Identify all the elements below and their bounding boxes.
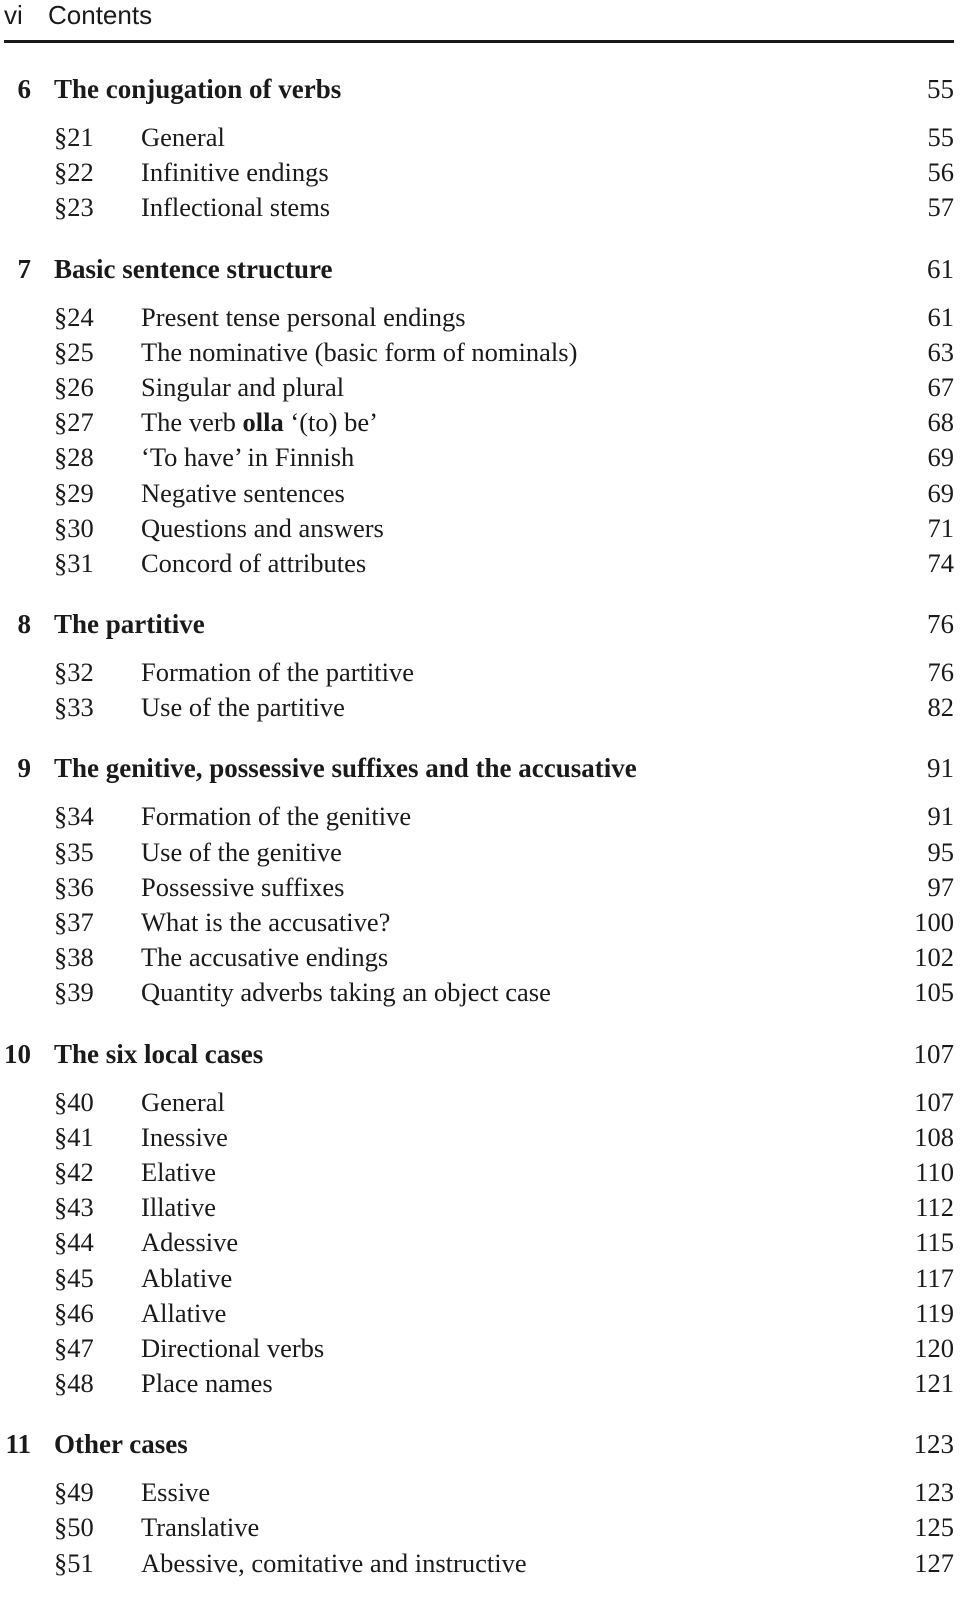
toc-entry[interactable] bbox=[0, 122, 954, 157]
section-page-number: 112 bbox=[915, 1192, 954, 1223]
toc-entry[interactable] bbox=[0, 478, 954, 513]
section-list bbox=[0, 110, 954, 250]
section-title: The nominative (basic form of nominals) bbox=[141, 336, 578, 367]
section-number: §25 bbox=[54, 336, 94, 367]
section-title: Adessive bbox=[141, 1227, 239, 1258]
section-title: Elative bbox=[141, 1156, 217, 1187]
section-number: §44 bbox=[54, 1227, 94, 1258]
section-number: §37 bbox=[54, 907, 94, 937]
section-number: §39 bbox=[54, 977, 94, 1008]
section-page-number: 67 bbox=[927, 371, 954, 402]
toc-chapter bbox=[0, 250, 954, 606]
section-number: §24 bbox=[54, 301, 94, 332]
section-page-number: 97 bbox=[927, 871, 954, 902]
section-list bbox=[0, 290, 954, 606]
section-title: Essive bbox=[141, 1477, 211, 1508]
toc-entry[interactable] bbox=[0, 337, 954, 372]
section-title: Use of the partitive bbox=[141, 692, 345, 723]
chapter-page-number: 55 bbox=[927, 74, 954, 104]
section-title: Negative sentences bbox=[141, 477, 345, 508]
section-number: §22 bbox=[54, 157, 94, 188]
chapter-number: 6 bbox=[17, 74, 31, 104]
toc-chapter bbox=[0, 1035, 954, 1426]
toc-entry[interactable] bbox=[0, 157, 954, 192]
section-number: §51 bbox=[54, 1547, 94, 1578]
toc-entry[interactable] bbox=[0, 801, 954, 836]
section-title: Quantity adverbs taking an object case bbox=[141, 977, 551, 1008]
toc-chapter bbox=[0, 749, 954, 1034]
chapter-page-number: 123 bbox=[913, 1429, 954, 1460]
section-number: §41 bbox=[54, 1121, 94, 1152]
section-page-number: 123 bbox=[914, 1477, 954, 1508]
section-page-number: 117 bbox=[915, 1262, 954, 1293]
section-page-number: 110 bbox=[915, 1156, 954, 1187]
toc-entry[interactable] bbox=[0, 1512, 954, 1547]
section-page-number: 107 bbox=[914, 1086, 954, 1117]
section-number: §30 bbox=[54, 512, 94, 543]
chapter-title: The conjugation of verbs bbox=[54, 74, 342, 104]
chapter-title: Basic sentence structure bbox=[54, 253, 333, 284]
toc-entry[interactable] bbox=[0, 1477, 954, 1512]
section-number: §32 bbox=[54, 657, 94, 688]
chapter-number: 11 bbox=[5, 1429, 31, 1460]
section-number: §29 bbox=[54, 477, 94, 508]
section-page-number: 55 bbox=[927, 122, 954, 152]
section-number: §27 bbox=[54, 407, 94, 438]
table-of-contents bbox=[0, 70, 954, 1605]
section-number: §40 bbox=[54, 1086, 94, 1117]
section-number: §46 bbox=[54, 1297, 94, 1328]
chapter-title: The six local cases bbox=[54, 1038, 264, 1069]
toc-entry[interactable] bbox=[0, 872, 954, 907]
chapter-number: 9 bbox=[17, 753, 31, 784]
running-head bbox=[4, 0, 954, 43]
section-title: Inessive bbox=[141, 1121, 228, 1152]
section-list bbox=[0, 645, 954, 749]
toc-entry[interactable] bbox=[0, 1298, 954, 1333]
section-page-number: 69 bbox=[927, 442, 954, 473]
section-title: Singular and plural bbox=[141, 371, 345, 402]
chapter-heading[interactable] bbox=[0, 1035, 954, 1075]
section-title: Ablative bbox=[141, 1262, 233, 1293]
section-title: Translative bbox=[141, 1512, 260, 1543]
toc-entry[interactable] bbox=[0, 548, 954, 583]
section-title: Allative bbox=[141, 1297, 227, 1328]
section-list bbox=[0, 1075, 954, 1426]
section-page-number: 61 bbox=[927, 301, 954, 332]
section-title: Illative bbox=[141, 1192, 217, 1223]
section-title: Use of the genitive bbox=[141, 836, 342, 867]
toc-entry[interactable] bbox=[0, 942, 954, 977]
section-number: §26 bbox=[54, 371, 94, 402]
toc-entry[interactable] bbox=[0, 1548, 954, 1583]
section-page-number: 95 bbox=[927, 836, 954, 867]
section-number: §42 bbox=[54, 1156, 94, 1187]
chapter-heading[interactable] bbox=[0, 749, 954, 789]
toc-entry[interactable] bbox=[0, 192, 954, 227]
section-title: Concord of attributes bbox=[141, 547, 367, 578]
section-title: The accusative endings bbox=[141, 942, 389, 973]
section-title-keyword: olla bbox=[242, 407, 284, 438]
chapter-page-number: 61 bbox=[927, 253, 954, 284]
section-title-part: The verb bbox=[141, 407, 243, 438]
section-page-number: 68 bbox=[927, 407, 954, 438]
section-number: §47 bbox=[54, 1332, 94, 1363]
section-number: §23 bbox=[54, 192, 94, 223]
section-number: §45 bbox=[54, 1262, 94, 1293]
toc-entry[interactable] bbox=[0, 372, 954, 407]
toc-entry[interactable] bbox=[0, 1192, 954, 1227]
section-title: Present tense personal endings bbox=[141, 301, 466, 332]
section-number: §35 bbox=[54, 836, 94, 867]
section-page-number: 91 bbox=[927, 801, 954, 832]
section-page-number: 82 bbox=[927, 692, 954, 723]
section-number: §36 bbox=[54, 871, 94, 902]
toc-entry[interactable] bbox=[0, 837, 954, 872]
toc-entry[interactable] bbox=[0, 442, 954, 477]
section-number: §33 bbox=[54, 692, 94, 723]
section-title: Inflectional stems bbox=[141, 192, 331, 223]
section-title-part: ‘(to) be’ bbox=[283, 407, 378, 438]
section-title: Directional verbs bbox=[141, 1332, 325, 1363]
toc-entry[interactable] bbox=[0, 1122, 954, 1157]
section-title: Questions and answers bbox=[141, 512, 384, 543]
toc-entry[interactable] bbox=[0, 977, 954, 1012]
section-page-number: 74 bbox=[927, 547, 954, 578]
section-page-number: 105 bbox=[914, 977, 954, 1008]
chapter-page-number: 91 bbox=[927, 753, 954, 784]
section-page-number: 57 bbox=[927, 192, 954, 223]
section-title: General bbox=[141, 122, 225, 152]
section-page-number: 119 bbox=[915, 1297, 954, 1328]
section-page-number: 127 bbox=[914, 1547, 954, 1578]
toc-entry[interactable] bbox=[0, 513, 954, 548]
chapter-number: 7 bbox=[17, 253, 31, 284]
chapter-heading[interactable] bbox=[0, 605, 954, 645]
toc-entry[interactable] bbox=[0, 657, 954, 692]
toc-entry[interactable] bbox=[0, 1263, 954, 1298]
section-page-number: 71 bbox=[927, 512, 954, 543]
section-number: §21 bbox=[54, 122, 94, 152]
chapter-page-number: 107 bbox=[913, 1038, 954, 1069]
section-page-number: 125 bbox=[914, 1512, 954, 1543]
toc-entry[interactable] bbox=[0, 1227, 954, 1262]
section-page-number: 108 bbox=[914, 1121, 954, 1152]
section-title: What is the accusative? bbox=[141, 907, 391, 937]
section-page-number: 102 bbox=[914, 942, 954, 973]
chapter-page-number: 76 bbox=[927, 609, 954, 640]
section-number: §50 bbox=[54, 1512, 94, 1543]
section-page-number: 120 bbox=[914, 1332, 954, 1363]
section-page-number: 69 bbox=[927, 477, 954, 508]
section-title: Place names bbox=[141, 1368, 273, 1399]
chapter-number: 10 bbox=[4, 1038, 31, 1069]
section-page-number: 115 bbox=[915, 1227, 954, 1258]
section-number: §34 bbox=[54, 801, 94, 832]
toc-chapter bbox=[0, 70, 954, 250]
section-title: General bbox=[141, 1086, 225, 1117]
section-page-number: 56 bbox=[927, 157, 954, 188]
section-page-number: 76 bbox=[927, 657, 954, 688]
section-number: §28 bbox=[54, 442, 94, 473]
chapter-title: Other cases bbox=[54, 1429, 188, 1460]
chapter-title: The genitive, possessive suffixes and the accusative bbox=[54, 753, 637, 784]
section-list bbox=[0, 789, 954, 1034]
toc-chapter bbox=[0, 1425, 954, 1605]
toc-entry[interactable] bbox=[0, 907, 954, 942]
section-title: Infinitive endings bbox=[141, 157, 329, 188]
running-title: Contents bbox=[48, 0, 153, 30]
chapter-heading[interactable] bbox=[0, 1425, 954, 1465]
section-title: Possessive suffixes bbox=[141, 871, 345, 902]
chapter-heading[interactable] bbox=[0, 70, 954, 110]
section-title: Formation of the genitive bbox=[141, 801, 412, 832]
toc-entry[interactable] bbox=[0, 302, 954, 337]
toc-entry[interactable] bbox=[0, 692, 954, 727]
section-page-number: 121 bbox=[914, 1368, 954, 1399]
section-number: §43 bbox=[54, 1192, 94, 1223]
section-title: ‘To have’ in Finnish bbox=[141, 442, 355, 473]
section-page-number: 63 bbox=[927, 336, 954, 367]
page-folio: vi bbox=[4, 0, 23, 30]
section-title bbox=[141, 407, 378, 438]
section-number: §38 bbox=[54, 942, 94, 973]
chapter-number: 8 bbox=[17, 609, 31, 640]
section-title: Abessive, comitative and instructive bbox=[141, 1547, 527, 1578]
section-list bbox=[0, 1465, 954, 1605]
section-number: §31 bbox=[54, 547, 94, 578]
toc-entry[interactable] bbox=[0, 407, 954, 442]
chapter-heading[interactable] bbox=[0, 250, 954, 290]
section-title: Formation of the partitive bbox=[141, 657, 415, 688]
toc-entry[interactable] bbox=[0, 1087, 954, 1122]
section-page-number: 100 bbox=[914, 907, 954, 937]
section-number: §48 bbox=[54, 1368, 94, 1399]
section-number: §49 bbox=[54, 1477, 94, 1508]
toc-entry[interactable] bbox=[0, 1368, 954, 1403]
toc-entry[interactable] bbox=[0, 1333, 954, 1368]
toc-chapter bbox=[0, 605, 954, 749]
chapter-title: The partitive bbox=[54, 609, 205, 640]
toc-entry[interactable] bbox=[0, 1157, 954, 1192]
